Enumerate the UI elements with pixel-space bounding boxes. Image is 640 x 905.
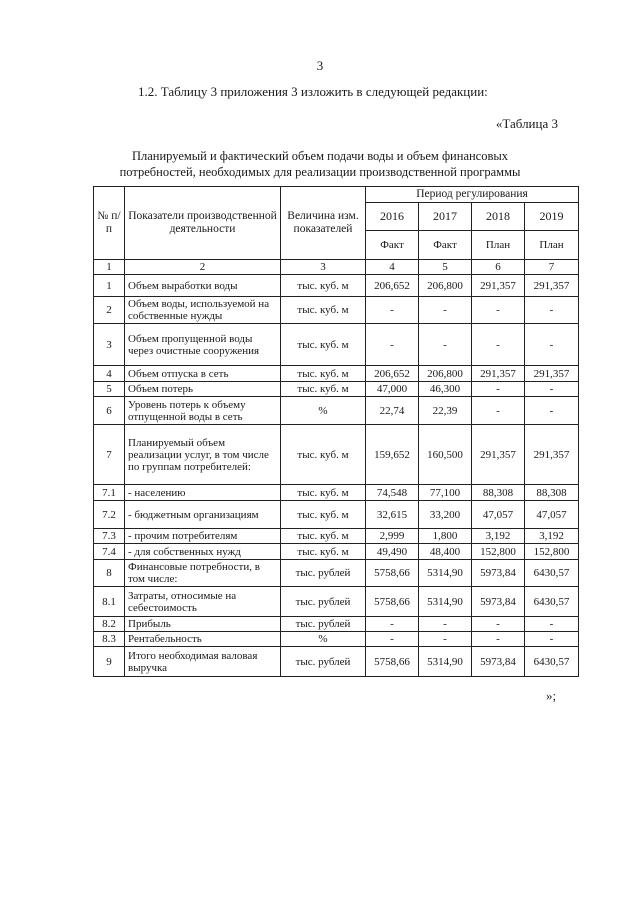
row-number: 7.2: [94, 501, 125, 529]
row-value-2018: 291,357: [472, 425, 525, 485]
row-value-2019: -: [525, 382, 579, 397]
row-unit: тыс. рублей: [281, 647, 366, 677]
header-kind-2017: Факт: [433, 239, 457, 251]
row-unit: %: [281, 397, 366, 425]
row-value-2016: 5758,66: [366, 560, 419, 587]
table-body: [94, 275, 579, 677]
row-number: 8.3: [94, 632, 125, 647]
row-unit: тыс. куб. м: [281, 501, 366, 529]
row-value-2016: 22,74: [366, 397, 419, 425]
table-row: [94, 366, 579, 382]
header-year-col-2017: [419, 203, 472, 260]
row-indicator: Рентабельность: [125, 632, 281, 647]
row-number: 6: [94, 397, 125, 425]
row-unit: тыс. куб. м: [281, 275, 366, 297]
table-row: [94, 382, 579, 397]
table-row: [94, 544, 579, 560]
row-value-2017: 5314,90: [419, 560, 472, 587]
col-number: 3: [281, 260, 366, 275]
table-row: [94, 632, 579, 647]
row-value-2017: 77,100: [419, 485, 472, 501]
row-unit: тыс. куб. м: [281, 529, 366, 544]
row-value-2018: -: [472, 297, 525, 324]
row-value-2017: 22,39: [419, 397, 472, 425]
table-header: [94, 187, 579, 275]
row-value-2016: 5758,66: [366, 587, 419, 617]
header-kind-2019: План: [539, 239, 564, 251]
row-value-2016: 206,652: [366, 275, 419, 297]
table-row: [94, 297, 579, 324]
row-value-2019: 6430,57: [525, 587, 579, 617]
row-indicator: Прибыль: [125, 617, 281, 632]
row-value-2019: 291,357: [525, 275, 579, 297]
row-value-2019: 291,357: [525, 366, 579, 382]
table-row: [94, 529, 579, 544]
row-number: 7.1: [94, 485, 125, 501]
row-value-2017: 46,300: [419, 382, 472, 397]
row-number: 5: [94, 382, 125, 397]
row-indicator: Объем потерь: [125, 382, 281, 397]
row-value-2017: -: [419, 297, 472, 324]
row-value-2016: -: [366, 297, 419, 324]
row-value-2016: -: [366, 617, 419, 632]
row-unit: тыс. рублей: [281, 560, 366, 587]
table-row: [94, 425, 579, 485]
row-value-2016: 32,615: [366, 501, 419, 529]
closing-quote: »;: [546, 688, 557, 703]
row-value-2016: 206,652: [366, 366, 419, 382]
row-value-2016: -: [366, 324, 419, 366]
header-year-col-2016: [366, 203, 419, 260]
table-row: [94, 485, 579, 501]
row-value-2018: 291,357: [472, 366, 525, 382]
row-value-2017: 33,200: [419, 501, 472, 529]
row-indicator: - прочим потребителям: [125, 529, 281, 544]
row-value-2017: -: [419, 324, 472, 366]
row-number: 8.2: [94, 617, 125, 632]
row-value-2017: 1,800: [419, 529, 472, 544]
row-value-2016: -: [366, 632, 419, 647]
row-indicator: - населению: [125, 485, 281, 501]
row-number: 4: [94, 366, 125, 382]
row-value-2018: -: [472, 617, 525, 632]
table-row: [94, 324, 579, 366]
row-value-2019: -: [525, 397, 579, 425]
row-indicator: - для собственных нужд: [125, 544, 281, 560]
intro-paragraph: 1.2. Таблицу 3 приложения 3 изложить в следующей редакции:: [138, 84, 488, 99]
header-unit: Величина изм. показателей: [281, 187, 366, 260]
row-value-2016: 2,999: [366, 529, 419, 544]
production-table: [93, 186, 579, 677]
col-number: 7: [525, 260, 579, 275]
row-number: 7.4: [94, 544, 125, 560]
row-value-2017: 48,400: [419, 544, 472, 560]
col-number: 4: [366, 260, 419, 275]
row-value-2018: 291,357: [472, 275, 525, 297]
header-year-col-2018: [472, 203, 525, 260]
row-value-2018: -: [472, 324, 525, 366]
row-value-2019: 152,800: [525, 544, 579, 560]
row-value-2018: 5973,84: [472, 647, 525, 677]
table-row: [94, 397, 579, 425]
table-row: [94, 275, 579, 297]
table-row: [94, 560, 579, 587]
col-number: 2: [125, 260, 281, 275]
header-year-2016: 2016: [366, 203, 418, 231]
row-number: 7.3: [94, 529, 125, 544]
row-number: 1: [94, 275, 125, 297]
row-value-2017: -: [419, 617, 472, 632]
row-number: 8: [94, 560, 125, 587]
row-value-2016: 47,000: [366, 382, 419, 397]
row-indicator: Затраты, относимые на себестоимость: [125, 587, 281, 617]
row-value-2017: 206,800: [419, 366, 472, 382]
row-value-2018: 5973,84: [472, 587, 525, 617]
header-kind-2016: Факт: [380, 239, 404, 251]
row-unit: тыс. куб. м: [281, 425, 366, 485]
column-number-row: [94, 260, 579, 275]
row-unit: тыс. куб. м: [281, 485, 366, 501]
row-number: 8.1: [94, 587, 125, 617]
row-unit: %: [281, 632, 366, 647]
header-indicator: Показатели производственной деятельности: [125, 187, 281, 260]
table-row: [94, 647, 579, 677]
row-value-2016: 49,490: [366, 544, 419, 560]
row-value-2019: 47,057: [525, 501, 579, 529]
row-value-2017: 160,500: [419, 425, 472, 485]
table-row: [94, 617, 579, 632]
row-value-2017: 5314,90: [419, 647, 472, 677]
row-indicator: Объем выработки воды: [125, 275, 281, 297]
row-unit: тыс. куб. м: [281, 366, 366, 382]
row-value-2018: 47,057: [472, 501, 525, 529]
row-unit: тыс. куб. м: [281, 382, 366, 397]
row-value-2018: 88,308: [472, 485, 525, 501]
row-indicator: Итого необходимая валовая выручка: [125, 647, 281, 677]
row-number: 2: [94, 297, 125, 324]
row-indicator: Объем воды, используемой на собственные нужды: [125, 297, 281, 324]
row-value-2019: 6430,57: [525, 560, 579, 587]
row-value-2019: -: [525, 632, 579, 647]
col-number: 5: [419, 260, 472, 275]
row-value-2018: 5973,84: [472, 560, 525, 587]
row-number: 7: [94, 425, 125, 485]
row-unit: тыс. рублей: [281, 587, 366, 617]
row-indicator: Уровень потерь к объему отпущенной воды в сеть: [125, 397, 281, 425]
header-period: Период регулирования: [366, 187, 579, 203]
row-value-2019: 291,357: [525, 425, 579, 485]
caption-line-1: Планируемый и фактический объем подачи воды и объем финансовых: [131, 149, 509, 163]
header-kind-2018: План: [485, 239, 511, 251]
row-number: 3: [94, 324, 125, 366]
row-value-2018: -: [472, 397, 525, 425]
table-row: [94, 501, 579, 529]
row-unit: тыс. куб. м: [281, 324, 366, 366]
table-label: «Таблица 3: [495, 116, 558, 131]
col-number: 6: [472, 260, 525, 275]
col-number: 1: [94, 260, 125, 275]
row-unit: тыс. куб. м: [281, 297, 366, 324]
row-value-2017: 5314,90: [419, 587, 472, 617]
row-indicator: Финансовые потребности, в том числе:: [125, 560, 281, 587]
header-year-2019: 2019: [525, 203, 578, 231]
row-value-2018: 3,192: [472, 529, 525, 544]
page-number: 3: [316, 58, 324, 73]
row-value-2016: 159,652: [366, 425, 419, 485]
table-caption: [0, 148, 640, 180]
row-value-2018: -: [472, 382, 525, 397]
row-indicator: Объем пропущенной воды через очистные сооружения: [125, 324, 281, 366]
row-value-2018: -: [472, 632, 525, 647]
row-value-2017: 206,800: [419, 275, 472, 297]
row-number: 9: [94, 647, 125, 677]
row-value-2017: -: [419, 632, 472, 647]
caption-line-2: потребностей, необходимых для реализации производственной программы: [119, 165, 521, 179]
row-unit: тыс. куб. м: [281, 544, 366, 560]
row-value-2019: 88,308: [525, 485, 579, 501]
row-indicator: - бюджетным организациям: [125, 501, 281, 529]
header-year-2018: 2018: [472, 203, 524, 231]
row-value-2019: 6430,57: [525, 647, 579, 677]
row-value-2016: 5758,66: [366, 647, 419, 677]
row-value-2016: 74,548: [366, 485, 419, 501]
header-year-2017: 2017: [419, 203, 471, 231]
row-value-2019: 3,192: [525, 529, 579, 544]
row-value-2019: -: [525, 297, 579, 324]
header-num: № п/п: [94, 187, 125, 260]
header-year-col-2019: [525, 203, 579, 260]
row-indicator: Планируемый объем реализации услуг, в том числе по группам потребителей:: [125, 425, 281, 485]
row-value-2018: 152,800: [472, 544, 525, 560]
row-unit: тыс. рублей: [281, 617, 366, 632]
row-indicator: Объем отпуска в сеть: [125, 366, 281, 382]
row-value-2019: -: [525, 324, 579, 366]
table-row: [94, 587, 579, 617]
row-value-2019: -: [525, 617, 579, 632]
